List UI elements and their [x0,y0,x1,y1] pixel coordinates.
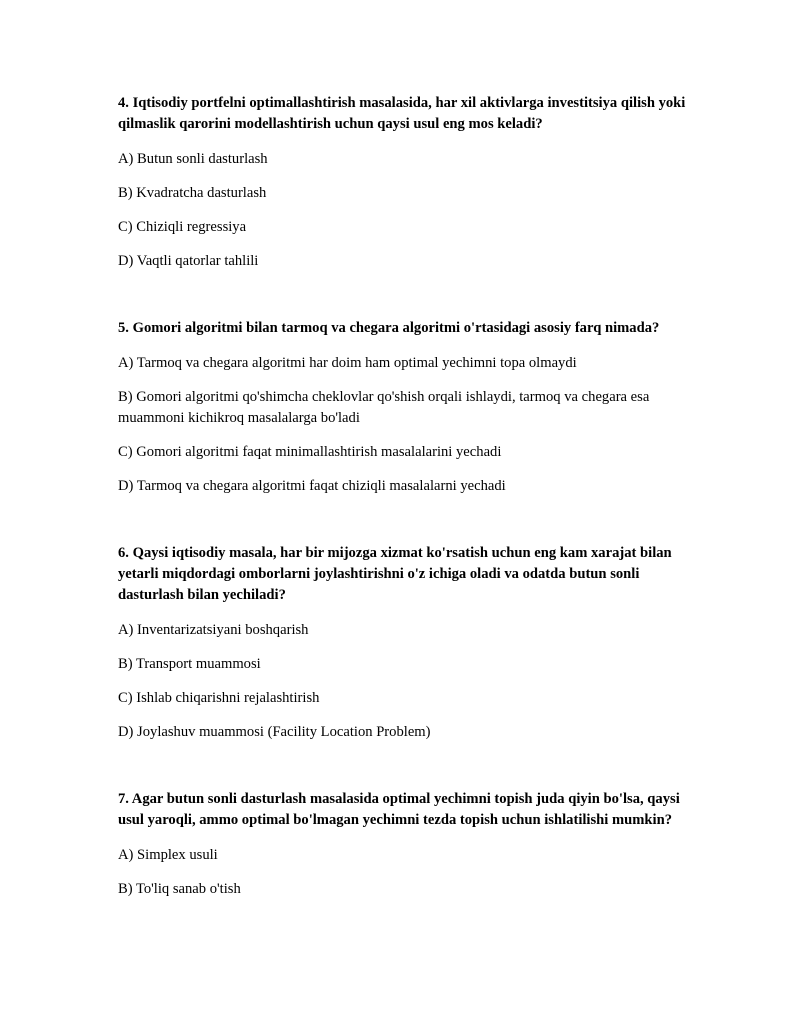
document-page [118,93,698,913]
option-a: A) Tarmoq va chegara algoritmi har doim ham optimal yechimni topa olmaydi [118,355,577,371]
option-d: D) Joylashuv muammosi (Facility Location Problem) [118,724,431,740]
question-text: 7. Agar butun sonli dasturlash masalasida optimal yechimni topish juda qiyin bo'lsa, qaysi usul yaroqli, ammo optimal bo'lmagan yechimni tezda topish uchun ishlatilishi mumkin? [118,791,680,828]
option-b: B) To'liq sanab o'tish [118,881,241,897]
option-c: C) Chiziqli regressiya [118,219,247,235]
question-spacer [118,285,698,318]
question-7 [118,789,698,900]
option-a: A) Simplex usuli [118,847,218,863]
question-spacer [118,510,698,543]
question-text: 5. Gomori algoritmi bilan tarmoq va chegara algoritmi o'rtasidagi asosiy farq nimada? [118,320,660,336]
question-spacer [118,756,698,789]
question-5 [118,318,698,497]
question-text: 4. Iqtisodiy portfelni optimallashtirish masalasida, har xil aktivlarga investitsiya qilish yoki qilmaslik qarorini modellashtirish uchun qaysi usul eng mos keladi? [118,95,686,132]
question-6 [118,543,698,743]
option-c: C) Ishlab chiqarishni rejalashtirish [118,690,320,706]
option-b: B) Transport muammosi [118,656,261,672]
question-4 [118,93,698,272]
option-d: D) Tarmoq va chegara algoritmi faqat chiziqli masalalarni yechadi [118,478,506,494]
option-c: C) Gomori algoritmi faqat minimallashtirish masalalarini yechadi [118,444,502,460]
option-b: B) Kvadratcha dasturlash [118,185,267,201]
option-b: B) Gomori algoritmi qo'shimcha cheklovlar qo'shish orqali ishlaydi, tarmoq va chegara esa muammoni kichikroq masalalarga bo'ladi [118,389,650,426]
option-a: A) Inventarizatsiyani boshqarish [118,622,309,638]
option-a: A) Butun sonli dasturlash [118,151,268,167]
option-d: D) Vaqtli qatorlar tahlili [118,253,259,269]
question-text: 6. Qaysi iqtisodiy masala, har bir mijozga xizmat ko'rsatish uchun eng kam xarajat bilan yetarli miqdordagi omborlarni joylashtirishni o'z ichiga oladi va odatda butun sonli dasturlash bilan yechiladi? [118,545,672,603]
